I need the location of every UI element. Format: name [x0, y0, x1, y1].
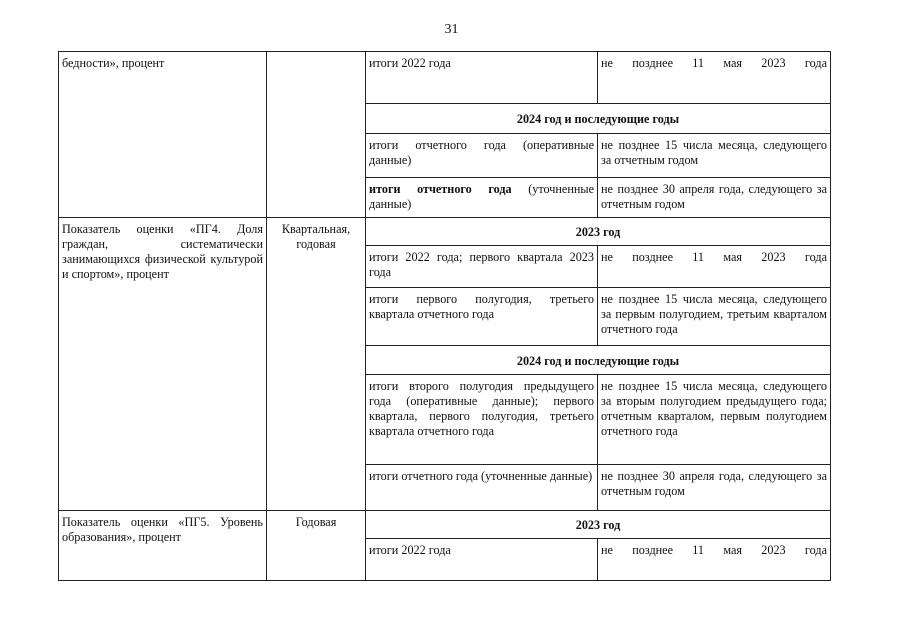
deadline-cell: не позднее 11 мая 2023 года: [598, 52, 831, 104]
periodicity-cell: Годовая: [267, 511, 366, 581]
indicator-cell: Показатель оценки «ПГ4. Доля граждан, систематически занимающихся физической культурой и спортом», процент: [59, 218, 267, 511]
deadline-cell: не позднее 11 мая 2023 года: [598, 539, 831, 581]
periodicity-cell: Квартальная, годовая: [267, 218, 366, 511]
data-cell: [366, 178, 598, 218]
data-cell: итоги первого полугодия, третьего квартала отчетного года: [366, 288, 598, 346]
indicator-cell: бедности», процент: [59, 52, 267, 218]
section-header: 2024 год и последующие годы: [366, 104, 831, 134]
section-header: 2023 год: [366, 218, 831, 246]
deadline-cell: не позднее 11 мая 2023 года: [598, 246, 831, 288]
data-cell: итоги 2022 года: [366, 52, 598, 104]
page-number: 31: [444, 22, 459, 37]
table-row: [59, 52, 831, 104]
deadline-cell: не позднее 15 числа месяца, следующего за первым полугодием, третьим кварталом отчетного года: [598, 288, 831, 346]
data-cell: итоги отчетного года (уточненные данные): [366, 465, 598, 511]
data-cell: итоги второго полугодия предыдущего года (оперативные данные); первого квартала, первого полугодия, третьего квартала отчетного года: [366, 375, 598, 465]
deadline-cell: не позднее 30 апреля года, следующего за отчетным годом: [598, 178, 831, 218]
table-row: [59, 511, 831, 539]
deadline-cell: не позднее 15 числа месяца, следующего за отчетным годом: [598, 134, 831, 178]
section-header: 2024 год и последующие годы: [366, 346, 831, 375]
data-cell-bold: итоги отчетного года: [369, 182, 512, 196]
data-cell: итоги 2022 года: [366, 539, 598, 581]
data-cell: итоги отчетного года (оперативные данные): [366, 134, 598, 178]
data-cell-rest: (уточненные данные): [369, 182, 594, 211]
table-row: [59, 218, 831, 246]
periodicity-cell: [267, 52, 366, 218]
indicators-table: [58, 51, 831, 581]
deadline-cell: не позднее 30 апреля года, следующего за отчетным годом: [598, 465, 831, 511]
section-header: 2023 год: [366, 511, 831, 539]
data-cell: итоги 2022 года; первого квартала 2023 года: [366, 246, 598, 288]
indicator-cell: Показатель оценки «ПГ5. Уровень образования», процент: [59, 511, 267, 581]
deadline-cell: не позднее 15 числа месяца, следующего за вторым полугодием предыдущего года; отчетным кварталом, первым полугодием отчетного года: [598, 375, 831, 465]
